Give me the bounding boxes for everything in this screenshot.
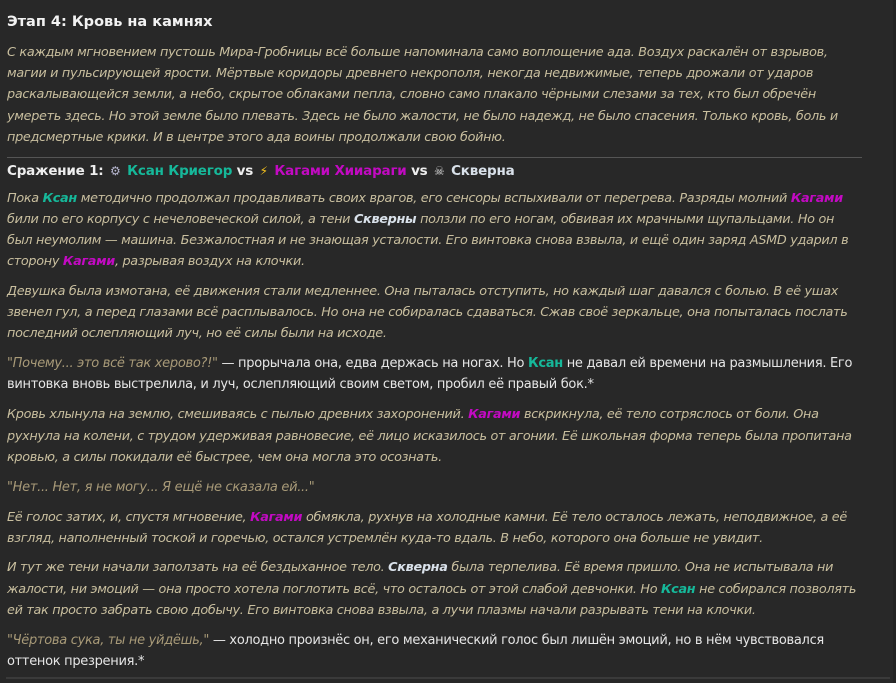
intro-paragraph: С каждым мгновением пустошь Мира-Гробницы всё больше напоминала само воплощение ада. Воздух раскалён от взрывов, магии и пульсирующей ярости. Мёртвые коридоры древнего некрополя, некогда недвижимые, теперь дрожали от ударов раскалывающейся земли, а небо, скрытое облаками пепла, словно само плакало чёрными слезами за тех, кто был обречён умереть здесь. Но этой земле было плевать. Здесь не было жалости, не было надежд, не было спасения. Только кровь, боль и предсмертные крики. И в центре этого ада воины продолжали свою бойню. [7, 45, 838, 145]
quote: "Почему... это всё так херово?!" [7, 355, 218, 371]
lightning-icon: ⚡ [259, 163, 268, 178]
paragraph-4: Кровь хлынула на землю, смешиваясь с пылью древних захоронений. Кагами вскрикнула, её тело сотряслось от боли. Она рухнула на колени, с трудом удерживая равновесие, её лицо исказилось от агонии. Её школьная форма теперь была пропитана кровью, а силы покидали её быстрее, чем она могла это осознать. [7, 407, 852, 465]
name-kagami: Кагами [62, 254, 115, 270]
name-ksan: Ксан [528, 355, 563, 371]
fighter-ksan: Ксан Криегор [127, 162, 233, 179]
paragraph-5 [7, 477, 862, 499]
name-ksan: Ксан [661, 581, 696, 597]
skull-icon: ☠ [434, 163, 445, 178]
paragraph-1: Пока Ксан методично продолжал продавливать своих врагов, его сенсоры вспыхивали от перегрева. Разряды молний Кагами били по его корпусу с нечеловеческой силой, а тени Скверны ползли по его ногам, обвивая их мрачными щупальцами. Но он был неумолим — машина. Безжалостная и не знающая усталости. Его винтовка снова взвыла, и ещё один заряд ASMD ударил в сторону Кагами, разрывая воздух на клочки. [7, 190, 849, 270]
quote: "Чёртова сука, ты не уйдёшь," [7, 632, 210, 648]
name-skverny: Скверны [353, 211, 417, 227]
fighter-kagami: Кагами Хииараги [274, 162, 407, 179]
fighter-skverna: Скверна [451, 162, 515, 179]
battle-header [7, 161, 862, 182]
name-kagami: Кагами [790, 190, 843, 206]
paragraph-8: "Чёртова сука, ты не уйдёшь," — холодно произнёс он, его механический голос был лишён эмоций, но в нём чувствовался оттенок презрения.* [7, 632, 824, 670]
divider [7, 157, 862, 158]
name-kagami: Кагами [250, 509, 303, 525]
paragraph-3: "Почему... это всё так херово?!" — прорычала она, едва держась на ногах. Но Ксан не давал ей времени на размышления. Его винтовка вновь выстрелила, и луч, ослепляющий своим светом, пробил её правый бок.* [7, 355, 853, 393]
battle-label: Сражение 1: [7, 162, 104, 179]
quote: "Нет... Нет, я не могу... Я ещё не сказала ей..." [7, 479, 315, 495]
paragraph-6: Её голос затих, и, спустя мгновение, Кагами обмякла, рухнув на холодные камни. Её тело осталось лежать, неподвижное, а её взгляд, наполненный тоской и горечью, остался устремлён куда-то вдаль. В небо, которого она больше не увидит. [7, 509, 847, 546]
bottom-border [6, 677, 890, 679]
name-skverna: Скверна [388, 560, 448, 576]
paragraph-7: И тут же тени начали заползать на её бездыханное тело. Скверна была терпелива. Её время пришло. Она не испытывала ни жалости, ни эмоций — она просто хотела поглотить всё, что осталось от этой слабой девчонки. Но Ксан не собирался позволять ей так просто забрать свою добычу. Его винтовка снова взвыла, а лучи плазмы начали разрывать тени на клочки. [7, 560, 857, 618]
vs-label: vs [411, 162, 428, 179]
paragraph-2: Девушка была измотана, её движения стали медленнее. Она пыталась отступить, но каждый шаг давался с болью. В её ушах звенел гул, а перед глазами всё расплывалось. Но она не собиралась сдаваться. Сжав своё зеркальце, она попыталась послать последний ослепляющий луч, но её силы были на исходе. [7, 283, 848, 342]
name-kagami: Кагами [468, 407, 521, 423]
robot-icon: ⚙ [110, 163, 121, 178]
vs-label: vs [236, 162, 254, 179]
name-ksan: Ксан [42, 190, 77, 206]
stage-title: Этап 4: Кровь на камнях [7, 14, 213, 30]
